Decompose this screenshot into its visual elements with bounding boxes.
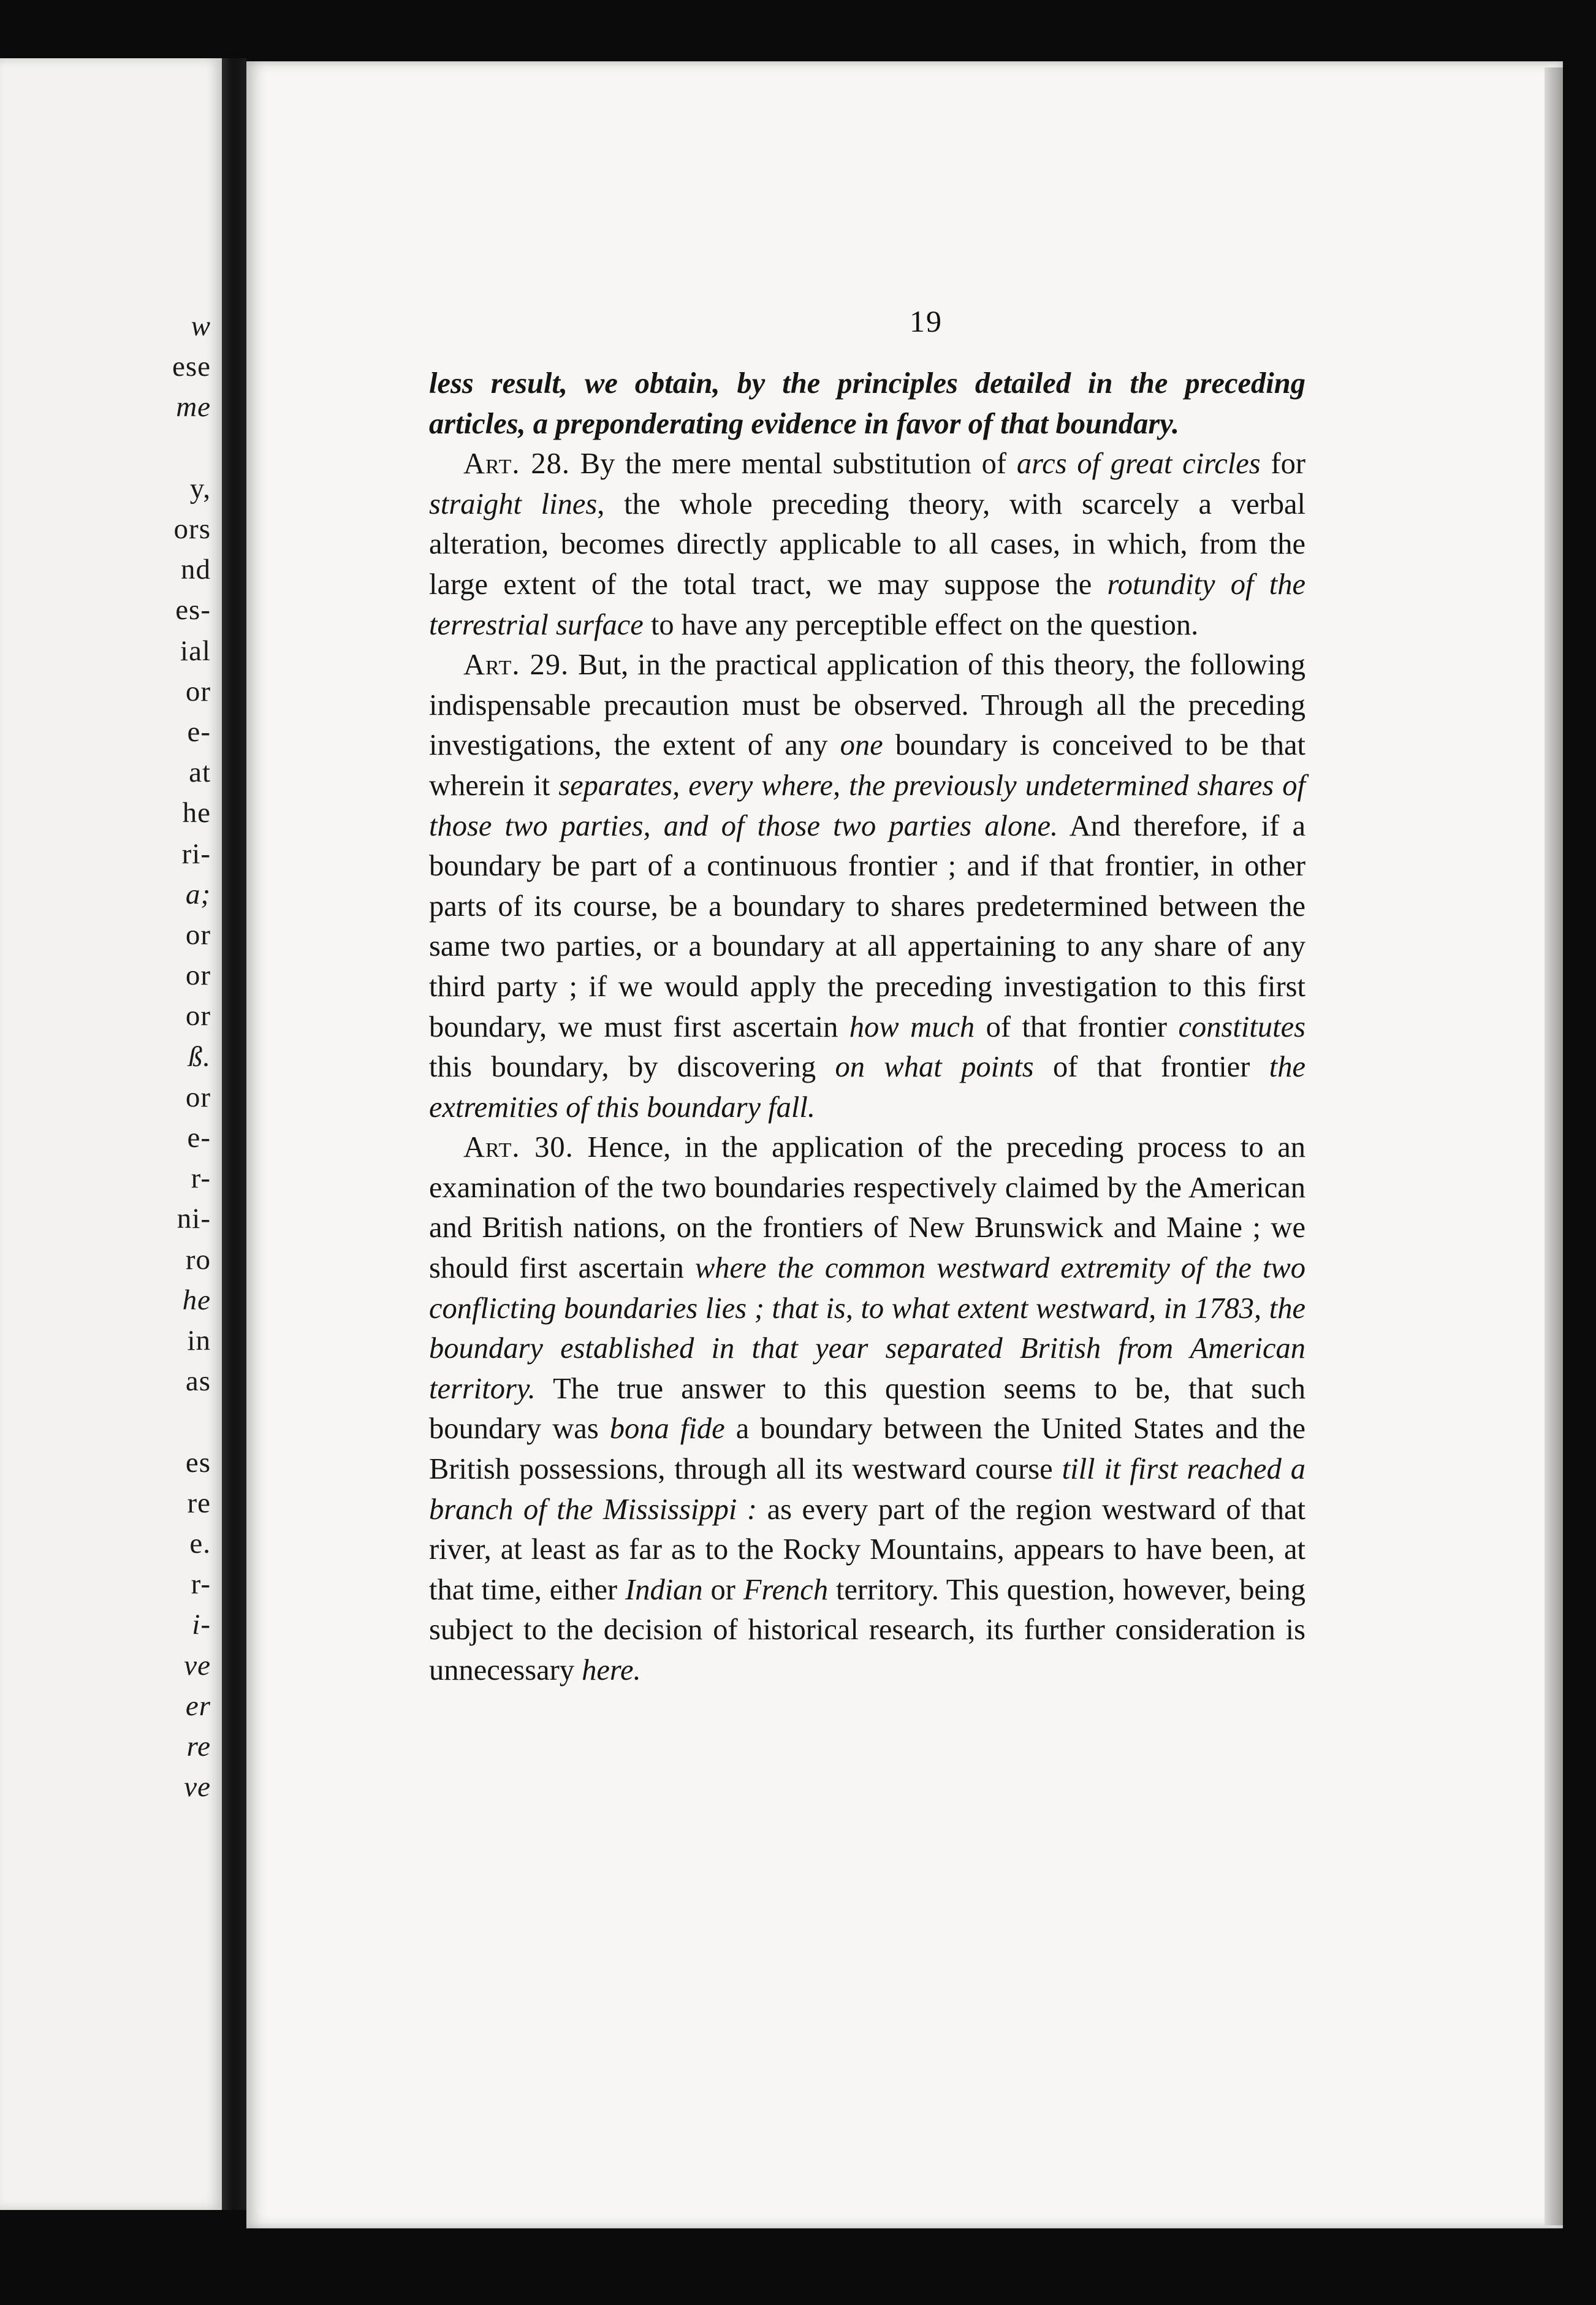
facing-page-line-fragment: ese xyxy=(172,351,211,383)
facing-page-line-fragment: in xyxy=(187,1325,211,1357)
facing-page-line-fragment: ri- xyxy=(181,837,211,870)
text-run: bona fide xyxy=(609,1412,725,1446)
facing-page-line-fragment: i- xyxy=(192,1609,211,1641)
facing-page-line-fragment: ß. xyxy=(188,1040,211,1073)
facing-page-line-fragment: es xyxy=(185,1446,211,1479)
facing-page-line-fragment: r- xyxy=(191,1568,211,1601)
facing-page-line-fragment: ro xyxy=(185,1243,211,1276)
facing-page-line-fragment: he xyxy=(182,797,211,829)
facing-page-line-fragment: ors xyxy=(173,513,211,545)
facing-page-line-fragment: or xyxy=(185,1081,211,1113)
text-run: separates, every where, the previously undetermined shares of those two parties, and of those two parties alone. xyxy=(429,769,1306,842)
text-run: for xyxy=(1260,448,1305,481)
text-run: And therefore, if a boundary be part of a continuous frontier ; and if that frontier, in other parts of its course, be a boundary to shares predetermined between the same two parties, or a boundary at all appertaining to any share of any third party ; if we would apply the preceding investigation to this first boundary, we must first ascertain xyxy=(429,809,1305,1043)
page-text xyxy=(429,364,1305,1691)
text-run: of that frontier xyxy=(975,1010,1179,1043)
facing-page-line-fragment: y, xyxy=(189,472,211,505)
facing-page-line-fragment: ni- xyxy=(177,1203,211,1235)
facing-page-line-fragment: ve xyxy=(184,1649,211,1682)
facing-page-line-fragment: r- xyxy=(191,1162,211,1195)
text-run: By the mere mental substitution of xyxy=(569,448,1017,481)
facing-page-line-fragment: ve xyxy=(184,1771,211,1804)
text-run: But, in the practical application of this theory, the following indispensable precaution must be observed. Through all the preceding investigations, the extent of any xyxy=(429,649,1305,762)
text-run: constitutes xyxy=(1178,1010,1305,1043)
facing-page-line-fragment: or xyxy=(185,1000,211,1032)
text-run: boundary is conceived to be that wherein it xyxy=(429,729,1305,802)
article-label: Art. 28. xyxy=(463,448,570,481)
facing-page-line-fragment: nd xyxy=(181,554,211,586)
facing-page-line-fragment: er xyxy=(185,1690,211,1722)
text-run: where the common westward extremity of the two conflicting boundaries lies ; that is, to what extent westward, in 1783, the boundary established in that year separated British from American territory. xyxy=(429,1252,1305,1405)
facing-page-left xyxy=(0,58,222,2210)
text-run: , the whole preceding theory, with scarcely a verbal alteration, becomes directly applicable to all cases, in which, from the large extent of the total tract, we may suppose the xyxy=(429,487,1305,601)
facing-page-line-fragment: e- xyxy=(187,1122,211,1154)
text-run: The true answer to this question seems to be, that such boundary was xyxy=(429,1372,1305,1446)
page-number: 19 xyxy=(910,304,943,338)
text-run: straight lines xyxy=(429,487,598,520)
text-run: here. xyxy=(582,1654,641,1686)
facing-page-line-fragment: e- xyxy=(187,716,211,748)
text-run: on what points xyxy=(835,1051,1034,1084)
facing-page-line-fragment: e. xyxy=(189,1528,211,1560)
text-run: less result, we obtain, by the principles detailed in the preceding articles, a preponderating evidence in favor of that boundary. xyxy=(429,367,1305,440)
paragraph xyxy=(429,1127,1305,1690)
text-run: how much xyxy=(849,1010,975,1043)
text-run: to have any perceptible effect on the question. xyxy=(643,608,1199,641)
text-run: the extremities of this boundary fall. xyxy=(429,1051,1305,1124)
text-run: a boundary between the United States and the British possessions, through all its westward course xyxy=(429,1412,1306,1486)
text-run: of that frontier xyxy=(1033,1051,1269,1084)
facing-page-line-fragment: or xyxy=(185,675,211,707)
facing-page-line-fragment: as xyxy=(185,1365,211,1398)
text-run: territory. This question, however, being subject to the decision of historical research, its further consideration is unnecessary xyxy=(429,1573,1305,1686)
text-run: Indian xyxy=(625,1573,703,1606)
text-run: or xyxy=(702,1573,743,1606)
paragraph xyxy=(429,645,1305,1127)
facing-page-line-fragment: es- xyxy=(175,594,211,627)
facing-page-line-fragment: he xyxy=(182,1284,211,1316)
article-label: Art. 29. xyxy=(463,649,569,682)
text-run: French xyxy=(743,1573,829,1606)
text-run: rotundity of the terrestrial surface xyxy=(429,568,1305,641)
facing-page-line-fragment: or xyxy=(185,919,211,951)
text-run: one xyxy=(840,729,883,762)
facing-page-line-fragment: or xyxy=(185,959,211,992)
facing-page-line-fragment: w xyxy=(191,310,211,342)
facing-page-line-fragment: a; xyxy=(185,878,211,910)
text-run: arcs of great circles xyxy=(1016,448,1261,481)
paragraph xyxy=(429,444,1305,645)
article-label: Art. 30. xyxy=(463,1131,574,1164)
facing-page-line-fragment: me xyxy=(176,391,211,424)
text-run: till it first reached a branch of the Mississippi : xyxy=(429,1453,1305,1526)
facing-page-line-fragment: re xyxy=(187,1487,211,1519)
text-run: Hence, in the application of the preceding process to an examination of the two boundaries respectively claimed by the American and British nations, on the frontiers of New Brunswick and Maine ; we should first ascertain xyxy=(429,1131,1305,1285)
paragraph xyxy=(429,364,1305,444)
text-run: this boundary, by discovering xyxy=(429,1051,835,1084)
book-gutter xyxy=(222,58,246,2210)
facing-page-line-fragment: at xyxy=(189,756,211,789)
facing-page-line-fragment: ial xyxy=(180,634,211,667)
book-page xyxy=(246,61,1563,2228)
facing-page-line-fragment: re xyxy=(186,1731,211,1762)
page-edge xyxy=(1545,67,1563,2225)
text-run: as every part of the region westward of that river, at least as far as to the Rocky Mountains, appears to have been, at that time, either xyxy=(429,1493,1306,1606)
